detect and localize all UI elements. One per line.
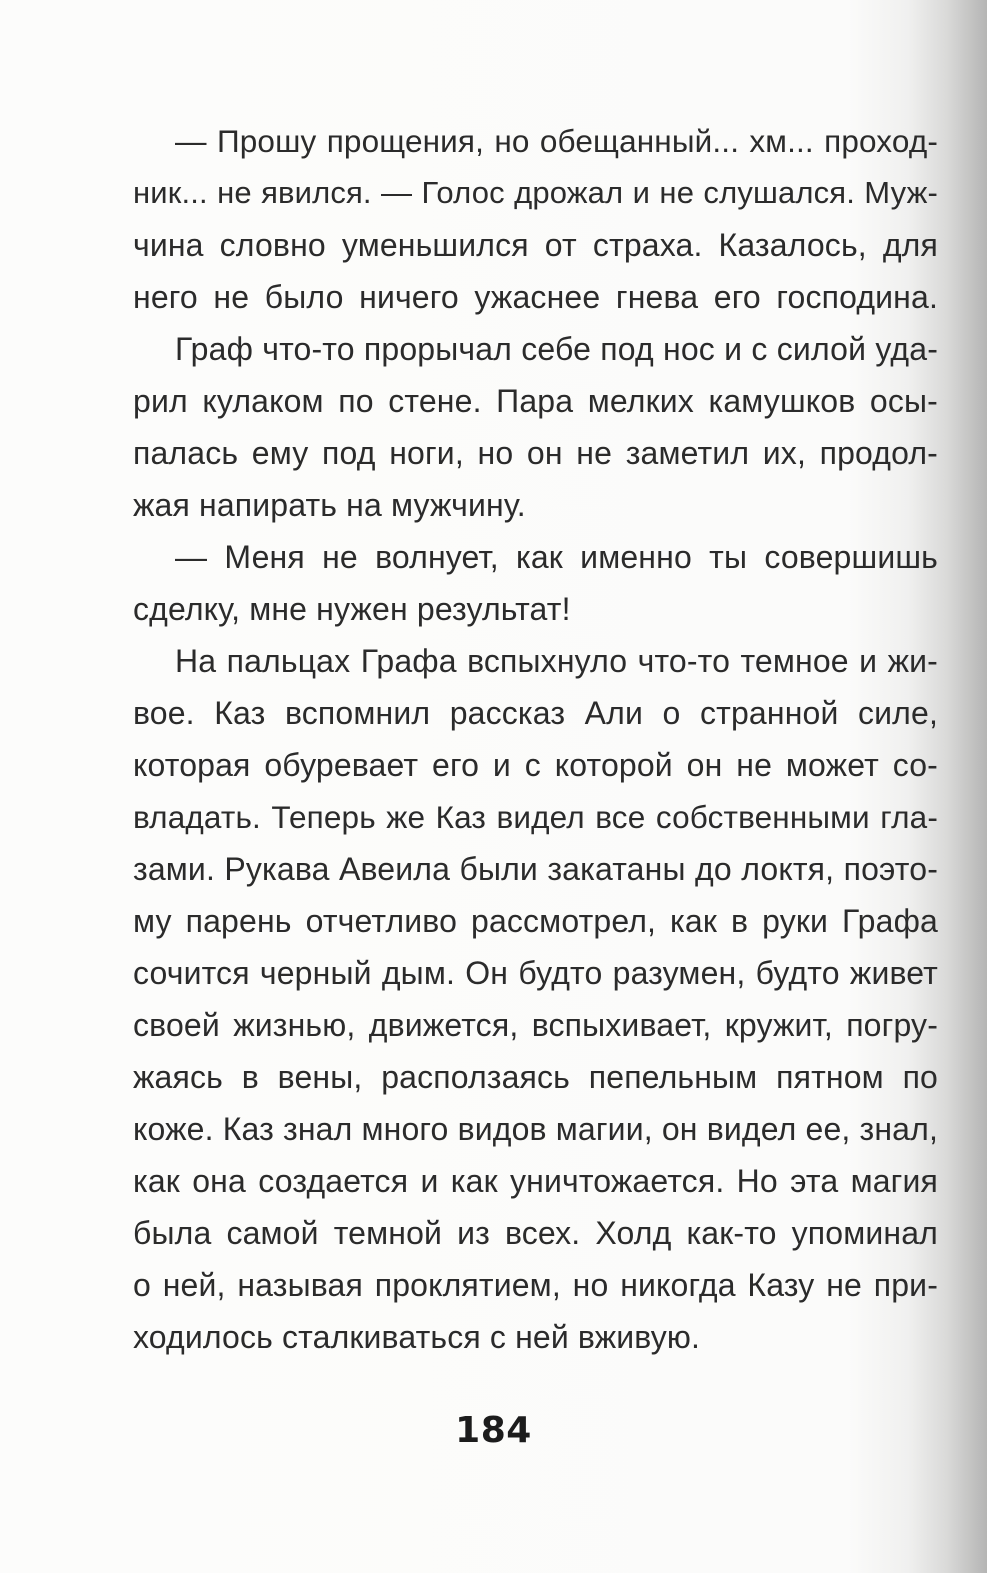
text-line-content: была самой темной из всех. Холд как-то упоминал (133, 1215, 938, 1251)
text-line (133, 791, 938, 843)
text-line (133, 843, 938, 895)
page-gutter-shadow (947, 0, 987, 1573)
text-line (133, 167, 938, 219)
text-line (133, 999, 938, 1051)
text-line-content: зами. Рукава Авеила были закатаны до локтя, поэто- (133, 851, 938, 887)
text-line (133, 1259, 938, 1311)
text-line (133, 1207, 938, 1259)
text-line (133, 739, 938, 791)
text-line (133, 427, 938, 479)
text-line-content: вое. Каз вспомнил рассказ Али о странной силе, (133, 695, 938, 731)
text-line-content: своей жизнью, движется, вспыхивает, кружит, погру- (133, 1007, 938, 1043)
text-line-content: сочится черный дым. Он будто разумен, будто живет (133, 955, 938, 991)
text-line (133, 583, 938, 635)
text-line (133, 479, 938, 531)
text-line-content: палась ему под ноги, но он не заметил их, продол- (133, 435, 938, 471)
text-line (133, 219, 938, 271)
text-line-content: которая обуревает его и с которой он не может со- (133, 747, 938, 783)
text-line (133, 115, 938, 167)
text-line-content: — Меня не волнует, как именно ты совершишь (175, 539, 938, 575)
text-line (133, 687, 938, 739)
text-line-content: На пальцах Графа вспыхнуло что-то темное и жи- (175, 643, 938, 679)
text-line (133, 271, 938, 323)
text-line-content: ник... не явился. — Голос дрожал и не слушался. Муж- (133, 175, 938, 210)
text-line (133, 1155, 938, 1207)
text-line (133, 895, 938, 947)
body-text (133, 115, 938, 1363)
text-line-content: коже. Каз знал много видов магии, он видел ее, знал, (133, 1111, 938, 1147)
text-line-content: него не было ничего ужаснее гнева его господина. (133, 279, 938, 315)
text-line (133, 375, 938, 427)
text-line-content: чина словно уменьшился от страха. Казалось, для (133, 227, 938, 263)
text-line (133, 323, 938, 375)
text-line-content: жая напирать на мужчину. (133, 487, 526, 523)
text-line-content: как она создается и как уничтожается. Но эта магия (133, 1163, 938, 1199)
text-line-content: Граф что-то прорычал себе под нос и с силой уда- (175, 331, 938, 367)
text-line-content: сделку, мне нужен результат! (133, 591, 571, 627)
text-line-content: владать. Теперь же Каз видел все собственными гла- (133, 799, 938, 835)
text-line (133, 1311, 938, 1363)
text-line-content: — Прошу прощения, но обещанный... хм... проход- (175, 123, 938, 159)
page-number: 184 (455, 1410, 532, 1451)
text-line-content: о ней, называя проклятием, но никогда Казу не при- (133, 1267, 938, 1303)
text-line (133, 1103, 938, 1155)
text-line-content: жаясь в вены, расползаясь пепельным пятном по (133, 1059, 938, 1095)
text-line (133, 635, 938, 687)
text-line-content: рил кулаком по стене. Пара мелких камушков осы- (133, 383, 938, 419)
text-line-content: му парень отчетливо рассмотрел, как в руки Графа (133, 903, 938, 939)
text-line (133, 531, 938, 583)
text-line-content: ходилось сталкиваться с ней вживую. (133, 1319, 701, 1355)
text-line (133, 1051, 938, 1103)
text-line (133, 947, 938, 999)
